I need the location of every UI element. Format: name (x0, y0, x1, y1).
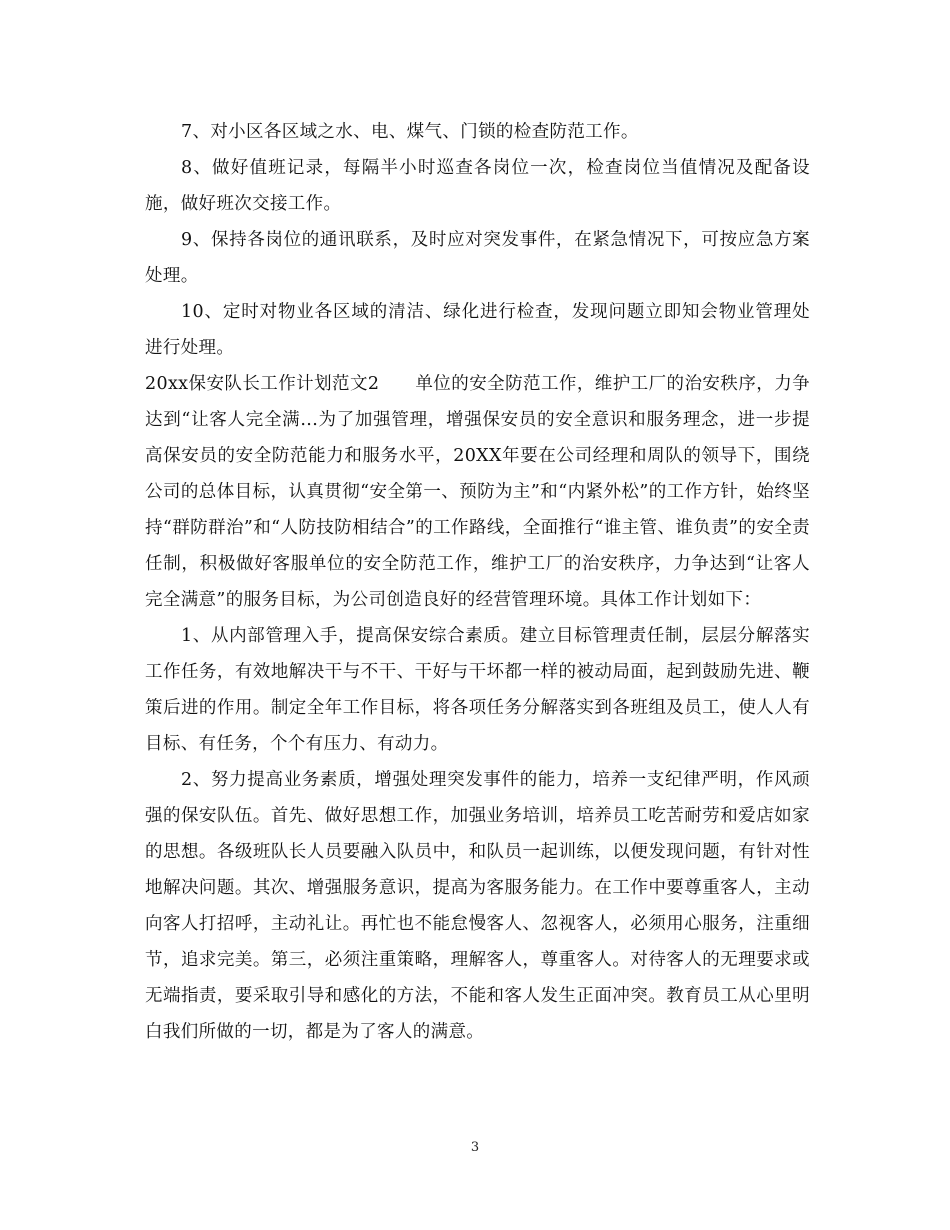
paragraph-item-10: 10、定时对物业各区域的清洁、绿化进行检查，发现问题立即知会物业管理处进行处理。 (145, 302, 810, 358)
page-number: 3 (470, 1140, 480, 1155)
document-body (145, 114, 810, 1050)
paragraph-plan-point-2: 2、努力提高业务素质，增强处理突发事件的能力，培养一支纪律严明，作风顽强的保安队伍。首先、做好思想工作，加强业务培训，培养员工吃苦耐劳和爱店如家的思想。各级班队长人员要融入队员中，和队员一起训练，以便发现问题，有针对性地解决问题。其次、增强服务意识，提高为客服务能力。在工作中要尊重客人，主动向客人打招呼，主动礼让。再忙也不能怠慢客人、忽视客人，必须用心服务，注重细节，追求完美。第三，必须注重策略，理解客人，尊重客人。对待客人的无理要求或无端指责，要采取引导和感化的方法，不能和客人发生正面冲突。教育员工从心里明白我们所做的一切，都是为了客人的满意。 (145, 770, 810, 1042)
paragraph-item-9: 9、保持各岗位的通讯联系，及时应对突发事件，在紧急情况下，可按应急方案处理。 (145, 230, 810, 286)
paragraph-plan-point-1: 1、从内部管理入手，提高保安综合素质。建立目标管理责任制，层层分解落实工作任务，有效地解决干与不干、干好与干坏都一样的被动局面，起到鼓励先进、鞭策后进的作用。制定全年工作目标，将各项任务分解落实到各班组及员工，使人人有目标、有任务，个个有压力、有动力。 (145, 626, 810, 754)
paragraph-item-7: 7、对小区各区域之水、电、煤气、门锁的检查防范工作。 (181, 122, 639, 142)
paragraph-item-8: 8、做好值班记录，每隔半小时巡查各岗位一次，检查岗位当值情况及配备设施，做好班次交接工作。 (145, 158, 810, 214)
paragraph-plan-intro: 20xx保安队长工作计划范文2 单位的安全防范工作，维护工厂的治安秩序，力争达到“让客人完全满...为了加强管理，增强保安员的安全意识和服务理念，进一步提高保安员的安全防范能力和服务水平，20XX年要在公司经理和周队的领导下，围绕公司的总体目标，认真贯彻“安全第一、预防为主”和“内紧外松”的工作方针，始终坚持“群防群治”和“人防技防相结合”的工作路线，全面推行“谁主管、谁负责”的安全责任制，积极做好客服单位的安全防范工作，维护工厂的治安秩序，力争达到“让客人完全满意”的服务目标，为公司创造良好的经营管理环境。具体工作计划如下： (145, 374, 810, 610)
